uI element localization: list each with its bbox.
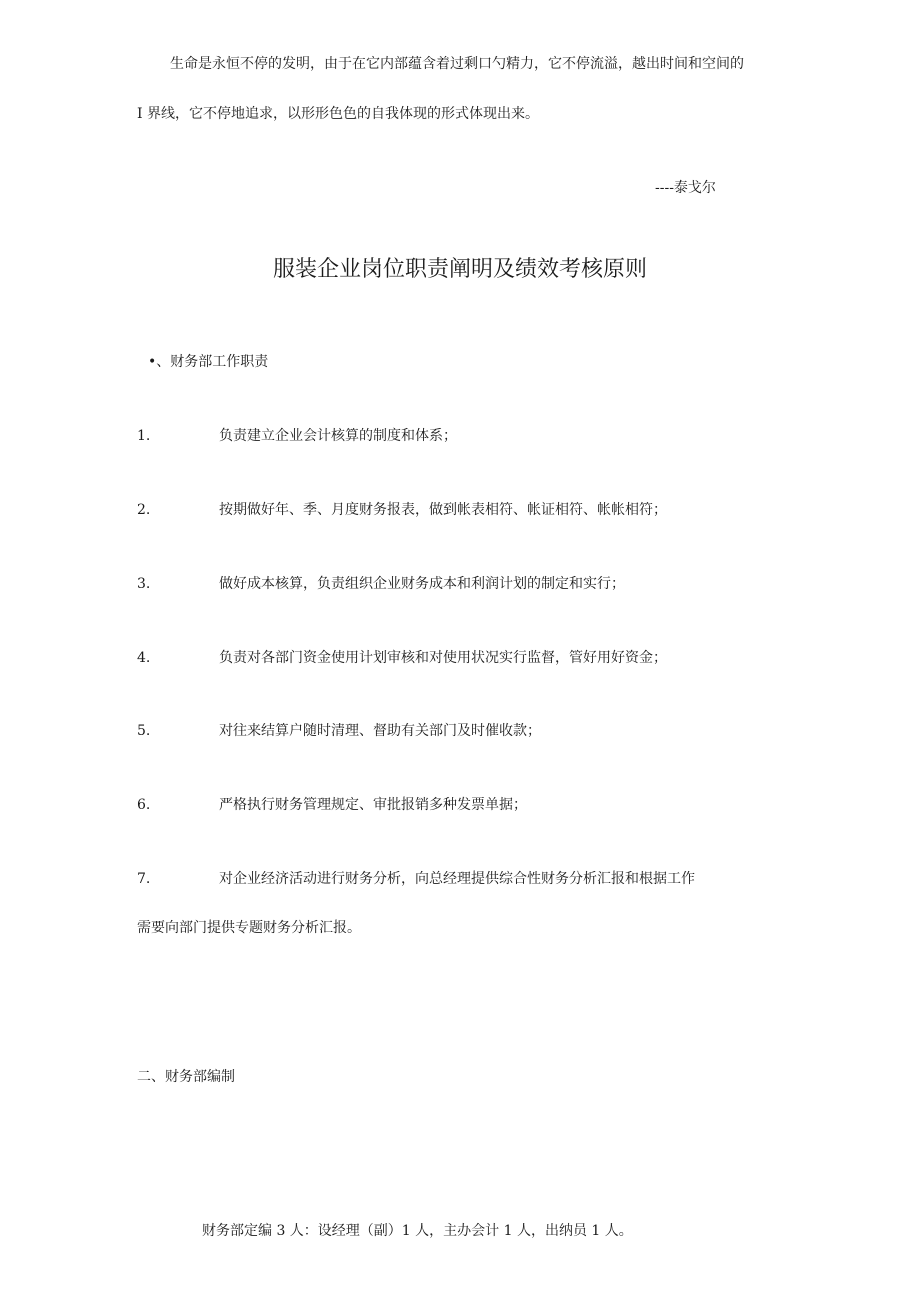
item-text: 负责对各部门资金使用计划审核和对使用状况实行监督，管好用好资金； <box>219 650 667 666</box>
item-text: 对企业经济活动进行财务分析，向总经理提供综合性财务分析汇报和根据工作 <box>219 871 695 887</box>
quote-attribution: ----泰戈尔 <box>655 180 716 196</box>
item-number: 2. <box>137 502 151 518</box>
item-text: 按期做好年、季、月度财务报表，做到帐表相符、帐证相符、帐帐相符； <box>219 502 667 518</box>
quote-line-1: 生命是永恒不停的发明，由于在它内部蕴含着过剩口勺精力，它不停流溢，越出时间和空间的 <box>170 56 744 72</box>
item-7-continuation: 需要向部门提供专题财务分析汇报。 <box>137 920 361 936</box>
item-text: 负责建立企业会计核算的制度和体系； <box>219 428 457 444</box>
section-1-heading: •、财务部工作职责 <box>148 354 269 370</box>
item-number: 6. <box>137 797 151 813</box>
item-number: 4. <box>137 650 151 666</box>
staffing-text: 财务部定编 3 人：设经理（副）1 人，主办会计 1 人，出纳员 1 人。 <box>202 1223 633 1239</box>
section-2-heading: 二、财务部编制 <box>137 1069 235 1085</box>
item-text: 对往来结算户随时清理、督助有关部门及时催收款； <box>219 723 541 739</box>
item-text: 做好成本核算，负责组织企业财务成本和利润计划的制定和实行； <box>219 576 625 592</box>
item-text: 严格执行财务管理规定、审批报销多种发票单据； <box>219 797 527 813</box>
quote-line-2: I 界线，它不停地追求，以形形色色的自我体现的形式体现出来。 <box>137 106 539 122</box>
item-number: 7. <box>137 871 151 887</box>
document-title: 服装企业岗位职责阐明及绩效考核原则 <box>272 257 647 282</box>
item-number: 1. <box>137 428 151 444</box>
item-number: 5. <box>137 723 151 739</box>
item-number: 3. <box>137 576 151 592</box>
